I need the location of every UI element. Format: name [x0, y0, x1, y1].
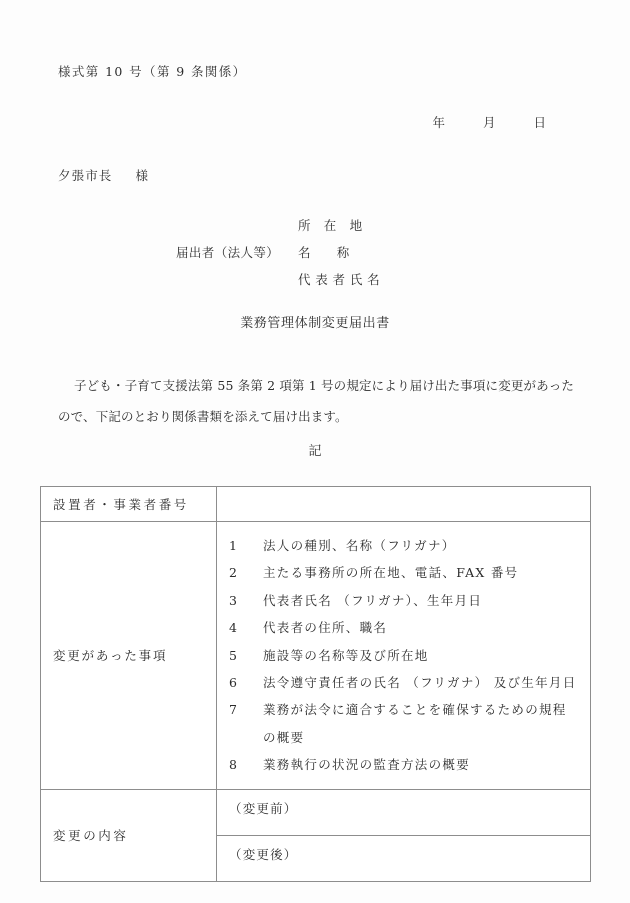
cell-change-after[interactable] — [217, 835, 591, 881]
list-item-label: 法令遵守責任者の氏名 （フリガナ） 及び生年月日 — [263, 675, 577, 691]
list-item-label: 主たる事務所の所在地、電話、FAX 番号 — [263, 565, 519, 581]
operator-number-label: 設置者・事業者番号 — [53, 497, 189, 512]
date-day: 日 — [533, 115, 546, 130]
list-item-number: 7 — [229, 702, 237, 718]
list-item-label: 代表者氏名 （フリガナ）、生年月日 — [263, 592, 483, 608]
submitter-field-address: 所 在 地 — [298, 218, 363, 233]
table-row-operator-number — [41, 487, 591, 522]
change-content-label: 変更の内容 — [53, 828, 129, 844]
submitter-row-name — [176, 243, 506, 270]
list-item-number: 8 — [229, 757, 237, 773]
list-item — [229, 751, 580, 778]
body-paragraph: 子ども・子育て支援法第 55 条第 2 項第 1 号の規定により届け出た事項に変更があったので、下記のとおり関係書類を添えて届け出ます。 — [58, 378, 574, 424]
submitter-row-address — [176, 216, 506, 243]
date-year: 年 — [432, 115, 446, 130]
cell-operator-number-value[interactable] — [217, 487, 591, 522]
list-item-number: 6 — [229, 675, 237, 691]
page-title: 業務管理体制変更届出書 — [240, 316, 390, 331]
list-item-number: 2 — [229, 565, 237, 581]
submitter-block — [176, 216, 506, 297]
submitter-row-representative — [176, 270, 506, 297]
submitter-field-name: 名 称 — [298, 245, 350, 260]
changed-items-list — [217, 522, 590, 789]
list-item — [229, 642, 580, 669]
list-item — [229, 559, 580, 586]
operator-number-input[interactable] — [217, 487, 590, 521]
list-item — [229, 532, 580, 559]
list-item — [229, 614, 580, 641]
list-item-label: 業務執行の状況の監査方法の概要 — [263, 757, 471, 773]
list-item-label: 法人の種別、名称（フリガナ） — [263, 538, 456, 553]
form-number: 様式第 10 号（第 9 条関係） — [58, 64, 247, 79]
list-item-label: 代表者の住所、職名 — [263, 620, 388, 636]
cell-changed-items-label — [41, 522, 217, 790]
list-item — [229, 696, 580, 751]
cell-change-before[interactable] — [217, 789, 591, 835]
list-item — [229, 669, 580, 696]
date-line — [0, 113, 630, 131]
list-item-number: 3 — [229, 592, 237, 608]
addressee — [58, 166, 149, 184]
submitter-field-representative: 代 表 者 氏 名 — [298, 272, 380, 287]
cell-changed-items-value — [217, 522, 591, 790]
table-row-change-before — [41, 789, 591, 835]
changed-items-label: 変更があった事項 — [53, 648, 168, 664]
change-before-label[interactable]: （変更前） — [229, 800, 298, 816]
addressee-recipient: 夕張市長 — [58, 168, 113, 183]
ki-marker: 記 — [308, 444, 322, 459]
list-item-number: 1 — [229, 538, 237, 553]
date-month: 月 — [483, 115, 496, 130]
list-item-label: 施設等の名称等及び所在地 — [263, 647, 429, 663]
list-item — [229, 587, 580, 614]
cell-operator-number-label — [41, 487, 217, 522]
submitter-label: 届出者（法人等） — [176, 245, 280, 260]
table-row-changed-items — [41, 522, 591, 790]
list-item-number: 5 — [229, 647, 237, 663]
list-item-label: 業務が法令に適合することを確保するための規程の概要 — [263, 702, 567, 745]
list-item-number: 4 — [229, 620, 237, 636]
addressee-honorific: 様 — [135, 168, 150, 183]
change-after-label[interactable]: （変更後） — [229, 846, 298, 862]
notification-table — [40, 486, 591, 882]
cell-change-content-label — [41, 789, 217, 881]
